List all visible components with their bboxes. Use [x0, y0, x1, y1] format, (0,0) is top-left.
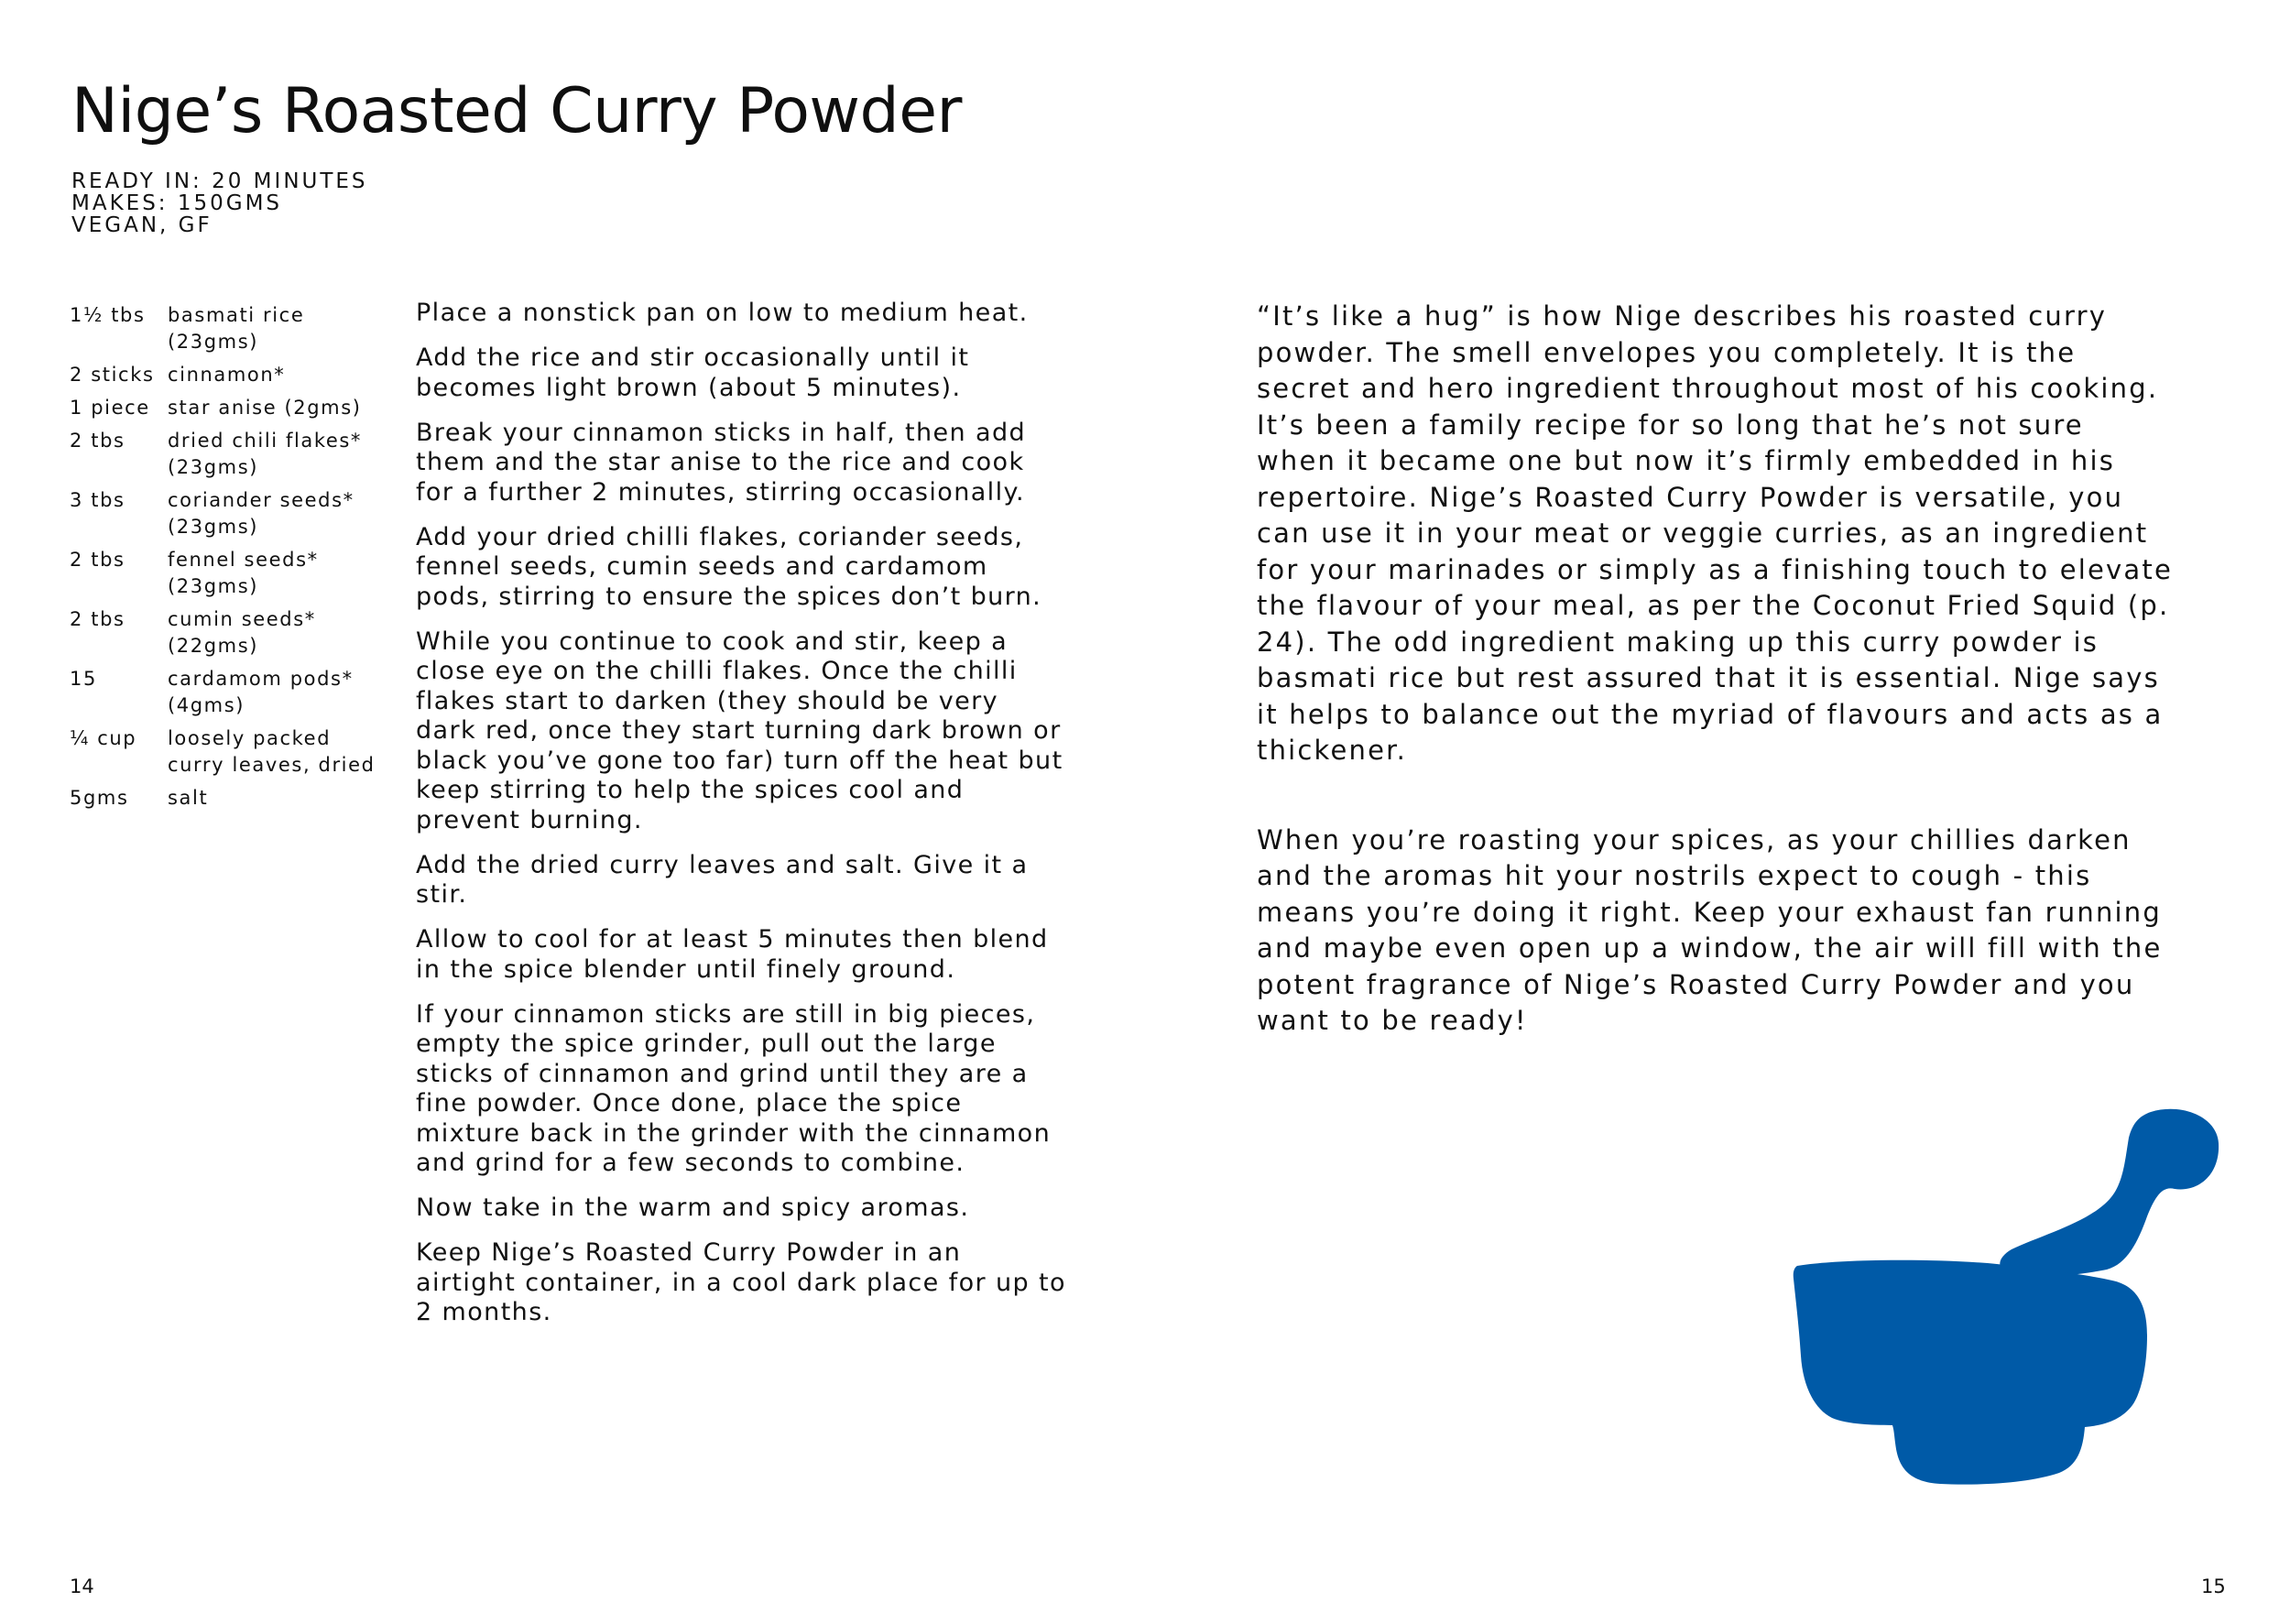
ingredient-quantity: ¼ cup	[70, 727, 137, 749]
ingredient-quantity: 2 tbs	[70, 430, 125, 452]
yield: MAKES: 150GMS	[71, 191, 283, 215]
ingredient-name: fennel seeds* (23gms)	[168, 549, 319, 597]
ingredient-name: cardamom pods* (4gms)	[168, 668, 354, 716]
method-step: Add the rice and stir occasionally until it becomes light brown (about 5 minutes).	[416, 343, 970, 402]
page-number-right: 15	[2201, 1575, 2226, 1597]
ingredient-row	[70, 428, 381, 481]
ingredient-row	[70, 302, 381, 355]
ingredient-name: salt	[168, 787, 209, 809]
ingredient-name: loosely packed curry leaves, dried	[168, 727, 376, 776]
ingredient-name: basmati rice (23gms)	[168, 304, 305, 353]
ingredient-row	[70, 666, 381, 719]
method-step: If your cinnamon sticks are still in big pieces, empty the spice grinder, pull out the large sticks of cinnamon and grind until they are a fine powder. Once done, place the spice mixture back in the grinder with the cinnamon and grind for a few seconds to combine.	[416, 999, 1052, 1177]
ingredient-name: cinnamon*	[168, 364, 286, 386]
ingredient-quantity: 2 tbs	[70, 608, 125, 630]
page-number-left: 14	[70, 1575, 94, 1597]
ingredient-row	[70, 606, 381, 659]
ingredient-name: coriander seeds* (23gms)	[168, 489, 354, 538]
method-step: Now take in the warm and spicy aromas.	[416, 1193, 970, 1222]
method-step: Add the dried curry leaves and salt. Give it a stir.	[416, 850, 1029, 909]
method-step: Allow to cool for at least 5 minutes then blend in the spice blender until finely ground.	[416, 925, 1049, 984]
ingredient-row	[70, 487, 381, 540]
ready-time: READY IN: 20 MINUTES	[71, 169, 368, 193]
ingredient-row	[70, 725, 381, 779]
mortar-and-pestle-icon	[1768, 1090, 2226, 1530]
intro-text	[1257, 299, 2173, 1040]
ingredient-row	[70, 362, 381, 388]
ingredient-row	[70, 547, 381, 600]
ingredient-name: dried chili flakes* (23gms)	[168, 430, 363, 478]
method-steps	[416, 299, 1068, 1343]
ingredient-quantity: 15	[70, 668, 97, 690]
ingredient-quantity: 3 tbs	[70, 489, 125, 511]
method-step: Break your cinnamon sticks in half, then add them and the star anise to the rice and cook for a further 2 minutes, stirring occasionally.	[416, 418, 1027, 507]
ingredient-row	[70, 395, 381, 421]
method-step: Add your dried chilli flakes, coriander seeds, fennel seeds, cumin seeds and cardamom pods, stirring to ensure the spices don’t burn.	[416, 522, 1042, 611]
ingredient-name: cumin seeds* (22gms)	[168, 608, 316, 657]
method-step: While you continue to cook and stir, keep a close eye on the chilli flakes. Once the chilli flakes start to darken (they should be very dark red, once they start turning dark brown or black you’ve gone too far) turn off the heat but keep stirring to help the spices cool and prevent burning.	[416, 627, 1063, 834]
ingredient-row	[70, 785, 381, 812]
intro-paragraph: When you’re roasting your spices, as your chillies darken and the aromas hit your nostrils expect to cough - this means you’re doing it right. Keep your exhaust fan running and maybe even open up a window, the air will fill with the potent fragrance of Nige’s Roasted Curry Powder and you want to be ready!	[1257, 823, 2163, 1036]
ingredient-quantity: 2 sticks	[70, 364, 155, 386]
ingredient-quantity: 1½ tbs	[70, 304, 146, 326]
method-step: Keep Nige’s Roasted Curry Powder in an airtight container, in a cool dark place for up to 2 months.	[416, 1238, 1066, 1326]
ingredient-quantity: 2 tbs	[70, 549, 125, 571]
ingredient-name: star anise (2gms)	[168, 397, 362, 419]
recipe-meta	[71, 170, 368, 236]
recipe-title: Nige’s Roasted Curry Powder	[71, 75, 963, 147]
method-step: Place a nonstick pan on low to medium heat.	[416, 299, 1029, 327]
intro-paragraph: “It’s like a hug” is how Nige describes his roasted curry powder. The smell envelopes you completely. It is the secret and hero ingredient throughout most of his cooking. It’s been a family recipe for so long that he’s not sure when it became one but now it’s firmly embedded in his repertoire. Nige’s Roasted Curry Powder is versatile, you can use it in your meat or veggie curries, as an ingredient for your marinades or simply as a finishing touch to elevate the flavour of your meal, as per the Coconut Fried Squid (p. 24). The odd ingredient making up this curry powder is basmati rice but rest assured that it is essential. Nige says it helps to balance out the myriad of flavours and acts as a thickener.	[1257, 300, 2173, 766]
diet-tags: VEGAN, GF	[71, 213, 213, 237]
ingredient-list	[70, 302, 381, 818]
ingredient-quantity: 1 piece	[70, 397, 150, 419]
ingredient-quantity: 5gms	[70, 787, 129, 809]
